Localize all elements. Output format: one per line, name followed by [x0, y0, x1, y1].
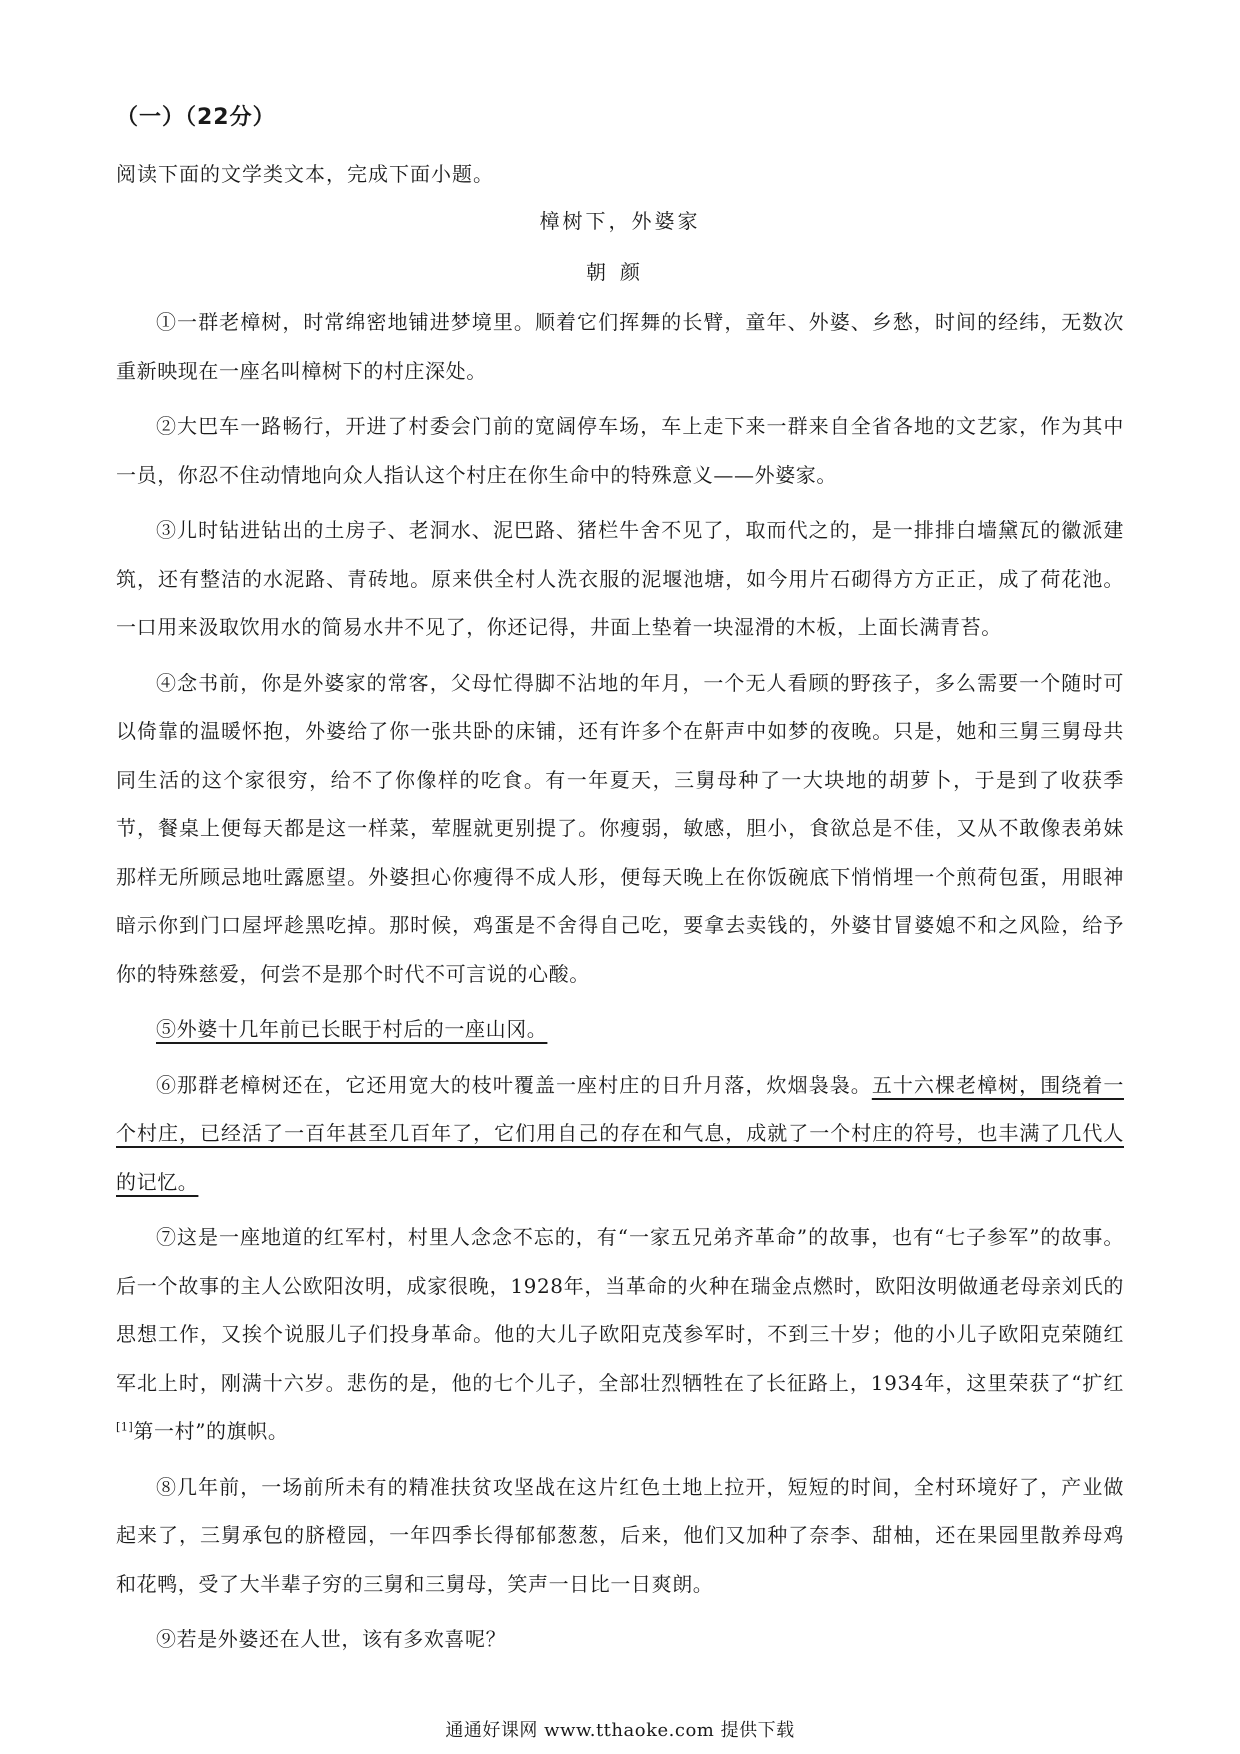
underlined-sentence-1: ⑤外婆十几年前已长眠于村后的一座山冈。	[156, 1017, 548, 1041]
page-footer: 通通好课网 www.tthaoke.com 提供下载	[445, 1720, 795, 1741]
paragraph-1: ①一群老樟树，时常绵密地铺进梦境里。顺着它们挥舞的长臂，童年、外婆、乡愁，时间的经纬，无数次重新映现在一座名叫樟树下的村庄深处。	[116, 310, 1124, 383]
paragraph-7	[116, 1213, 1124, 1456]
paragraph-4: ④念书前，你是外婆家的常客，父母忙得脚不沾地的年月，一个无人看顾的野孩子，多么需要一个随时可以倚靠的温暖怀抱，外婆给了你一张共卧的床铺，还有许多个在鼾声中如梦的夜晚。只是，她和三舅三舅母共同生活的这个家很穷，给不了你像样的吃食。有一年夏天，三舅母种了一大块地的胡萝卜，于是到了收获季节，餐桌上便每天都是这一样菜，荤腥就更别提了。你瘦弱，敏感，胆小，食欲总是不佳，又从不敢像表弟妹那样无所顾忌地吐露愿望。外婆担心你瘦得不成人形，便每天晚上在你饭碗底下悄悄埋一个煎荷包蛋，用眼神暗示你到门口屋坪趁黑吃掉。那时候，鸡蛋是不舍得自己吃，要拿去卖钱的，外婆甘冒婆媳不和之风险，给予你的特殊慈爱，何尝不是那个时代不可言说的心酸。	[116, 670, 1124, 986]
instruction-text: 阅读下面的文学类文本，完成下面小题。	[116, 162, 494, 186]
paragraph-7-text-a: ⑦这是一座地道的红军村，村里人念念不忘的，有“一家五兄弟齐革命”的故事，也有“七子参军”的故事。后一个故事的主人公欧阳汝明，成家很晚，1928年，当革命的火种在瑞金点燃时，欧阳汝明做通老母亲刘氏的思想工作，又挨个说服儿子们投身革命。他的大儿子欧阳克茂参军时，不到三十岁；他的小儿子欧阳克荣随红军北上时，刚满十六岁。悲伤的是，他的七个儿子，全部壮烈牺牲在了长征路上，1934年，这里荣获了“扩红	[116, 1225, 1124, 1395]
article-body	[116, 298, 1124, 1671]
paragraph-3: ③儿时钻进钻出的土房子、老洞水、泥巴路、猪栏牛舍不见了，取而代之的，是一排排白墙黛瓦的徽派建筑，还有整洁的水泥路、青砖地。原来供全村人洗衣服的泥堰池塘，如今用片石砌得方方正正，成了荷花池。一口用来汲取饮用水的简易水井不见了，你还记得，井面上垫着一块湿滑的木板，上面长满青苔。	[116, 518, 1124, 639]
footnote-marker: [1]	[116, 1420, 134, 1434]
paragraph-9: ⑨若是外婆还在人世，该有多欢喜呢？	[156, 1627, 507, 1651]
underlined-sentence-2: 五十六棵老樟树，围绕着一个村庄，已经活了一百年甚至几百年了，它们用自己的存在和气息，成就了一个村庄的符号，也丰满了几代人的记忆。	[116, 1072, 1124, 1194]
paragraph-5	[116, 1005, 1124, 1054]
paragraph-2: ②大巴车一路畅行，开进了村委会门前的宽阔停车场，车上走下来一群来自全省各地的文艺家，作为其中一员，你忍不住动情地向众人指认这个村庄在你生命中的特殊意义——外婆家。	[116, 414, 1124, 487]
paragraph-6	[116, 1061, 1124, 1207]
section-heading: （一）（22分）	[116, 105, 276, 130]
article-title: 樟树下，外婆家	[539, 209, 701, 233]
paragraph-7-text-b: 第一村”的旗帜。	[133, 1419, 289, 1443]
paragraph-8: ⑧几年前，一场前所未有的精准扶贫攻坚战在这片红色土地上拉开，短短的时间，全村环境好了，产业做起来了，三舅承包的脐橙园，一年四季长得郁郁葱葱，后来，他们又加种了奈李、甜柚，还在果园里散养母鸡和花鸭，受了大半辈子穷的三舅和三舅母，笑声一日比一日爽朗。	[116, 1474, 1124, 1596]
paragraph-6-text: ⑥那群老樟树还在，它还用宽大的枝叶覆盖一座村庄的日升月落，炊烟袅袅。	[156, 1072, 872, 1097]
article-author: 朝颜	[586, 260, 654, 284]
